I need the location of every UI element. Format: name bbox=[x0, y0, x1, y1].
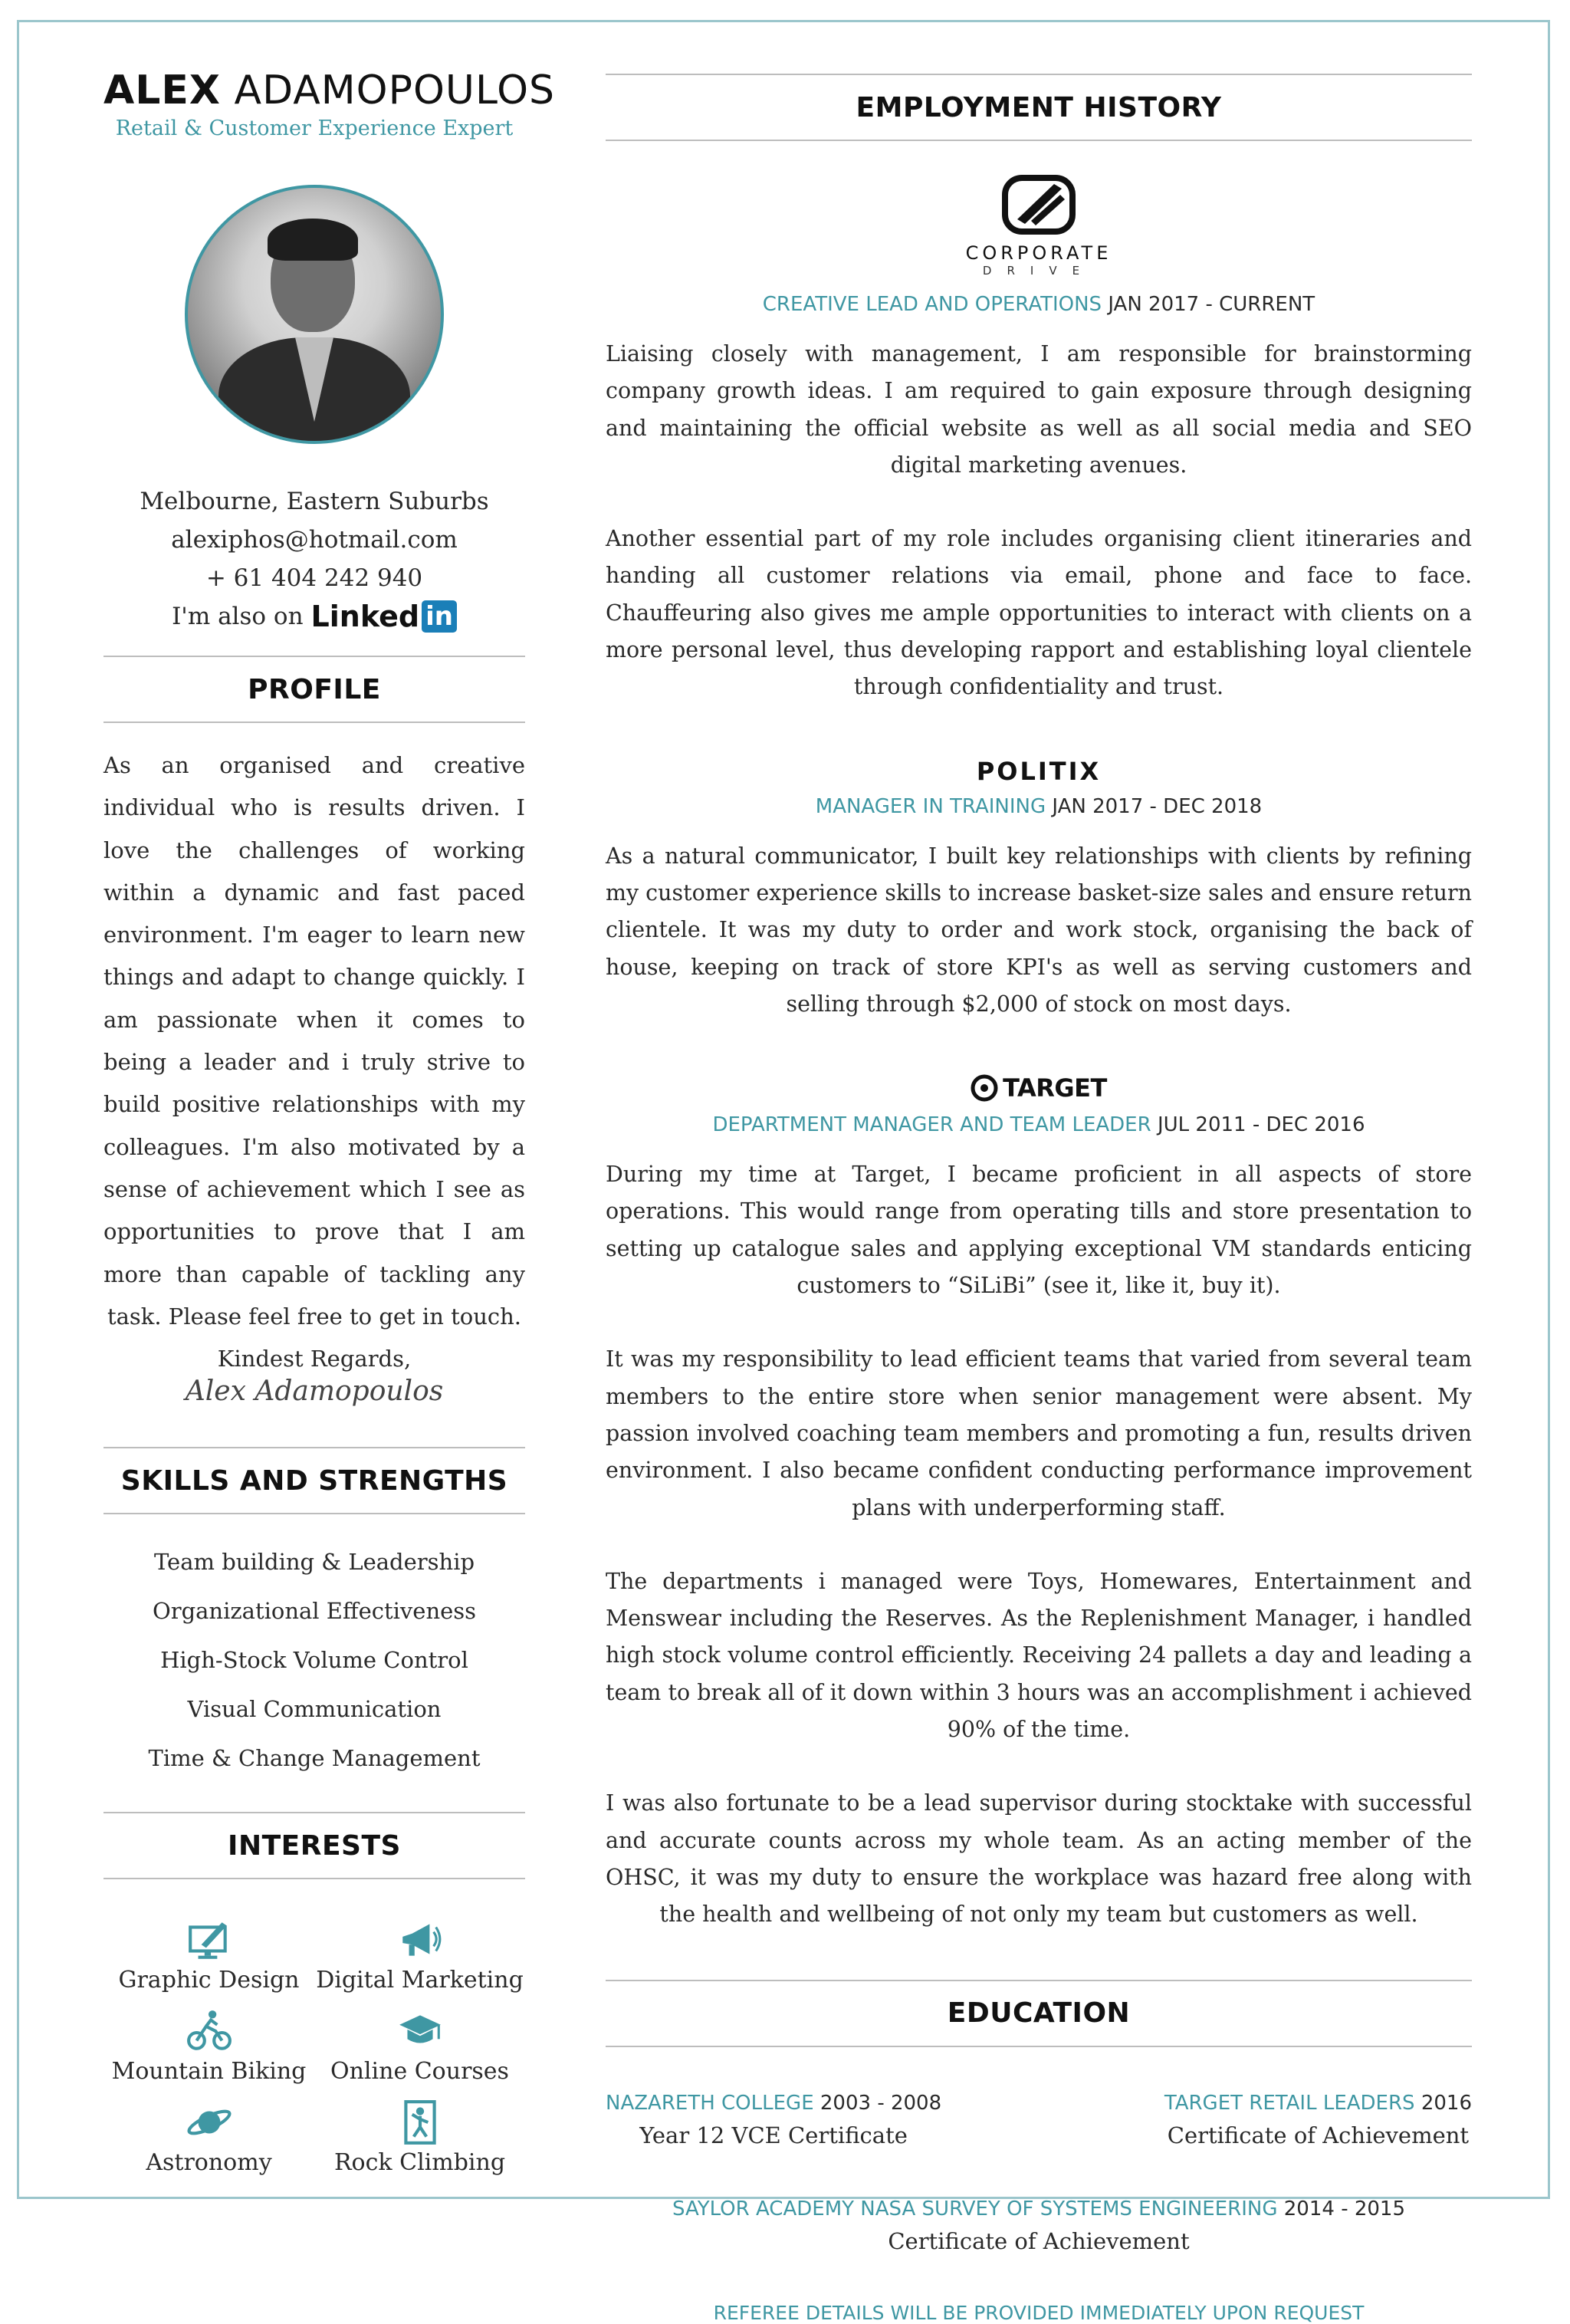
skills-heading: SKILLS AND STRENGTHS bbox=[103, 1447, 525, 1514]
graduation-cap-icon bbox=[396, 2007, 444, 2055]
candidate-name bbox=[103, 67, 555, 113]
skill-item: Time & Change Management bbox=[148, 1745, 481, 1772]
linkedin-box: in bbox=[422, 600, 457, 633]
interest-rock-climbing: Rock Climbing bbox=[314, 2099, 525, 2176]
job-paragraph: I was also fortunate to be a lead supervisor during stocktake with successful and accurate counts across my whole team. As an acting member of the OHSC, it was my duty to ensure the workplace was hazard free along with the health and wellbeing of not only my team but customers as well. bbox=[606, 1790, 1472, 1928]
megaphone-icon bbox=[396, 1916, 444, 1964]
education-item: NAZARETH COLLEGE 2003 - 2008 Year 12 VCE Certificate bbox=[606, 2091, 942, 2148]
politix-logo: POLITIX bbox=[976, 756, 1102, 786]
job-paragraph: Another essential part of my role includes organising client itineraries and handing all customer relations via email, phone and face to face. Chauffeuring also gives me ample opportunities to interact with clients on a more personal level, thus developing rapport and establishing loyal clientele through confidentiality and trust. bbox=[606, 526, 1472, 700]
job-paragraph: It was my responsibility to lead efficient teams that varied from several team members to the entire store when senior management were absent. My passion involved coaching team members and promoting a fun, results driven environment. I also became confident conducting performance improvement plans with underperforming staff. bbox=[606, 1346, 1472, 1520]
job-paragraph: As a natural communicator, I built key relationships with clients by refining my customer experience skills to increase basket-size sales and ensure return clientele. It was my duty to order and work stock, organising the back of house, keeping on track of store KPI's as well as serving customers and selling through $2,000 of stock on most days. bbox=[606, 843, 1472, 1017]
job-paragraph: The departments i managed were Toys, Homewares, Entertainment and Menswear including the Reserves. As the Replenishment Manager, i handled high stock volume control efficiently. Receiving 24 pallets a day and leading a team to break all of it down within 3 hours was an accomplishment i achieved 90% of the time. bbox=[606, 1568, 1472, 1743]
interest-graphic-design: Graphic Design bbox=[103, 1916, 314, 1994]
linkedin-icon[interactable] bbox=[311, 597, 457, 636]
job-role-line: MANAGER IN TRAINING JAN 2017 - DEC 2018 bbox=[815, 794, 1263, 818]
corporate-drive-emblem-icon bbox=[1000, 173, 1077, 236]
profile-heading: PROFILE bbox=[103, 656, 525, 723]
location: Melbourne, Eastern Suburbs bbox=[140, 488, 489, 515]
education-item: SAYLOR ACADEMY NASA SURVEY OF SYSTEMS ENGINEERING 2014 - 2015 Certificate of Achievement bbox=[672, 2197, 1406, 2254]
job-target bbox=[606, 1073, 1472, 1933]
job-corporate-drive bbox=[606, 173, 1472, 706]
profile-photo bbox=[185, 185, 444, 444]
phone: + 61 404 242 940 bbox=[205, 564, 423, 592]
interest-astronomy: Astronomy bbox=[103, 2099, 314, 2176]
target-logo: TARGET bbox=[606, 1073, 1472, 1103]
job-role-line: DEPARTMENT MANAGER AND TEAM LEADER JUL 2011 - DEC 2016 bbox=[712, 1113, 1365, 1137]
right-column bbox=[606, 74, 1472, 2324]
cyclist-icon bbox=[186, 2007, 233, 2055]
skill-item: High-Stock Volume Control bbox=[160, 1647, 468, 1674]
education-row bbox=[606, 2087, 1472, 2151]
education-heading: EDUCATION bbox=[606, 1980, 1472, 2047]
job-role-line: CREATIVE LEAD AND OPERATIONS JAN 2017 - CURRENT bbox=[762, 293, 1315, 316]
interests-grid bbox=[103, 1916, 525, 2176]
linkedin-row bbox=[103, 597, 525, 636]
interests-heading: INTERESTS bbox=[103, 1812, 525, 1879]
first-name: ALEX bbox=[103, 67, 221, 113]
job-politix bbox=[606, 757, 1472, 1023]
tagline: Retail & Customer Experience Expert bbox=[115, 117, 514, 140]
planet-icon bbox=[186, 2099, 233, 2146]
education-item: TARGET RETAIL LEADERS 2016 Certificate of Achievement bbox=[1164, 2091, 1472, 2148]
last-name: ADAMOPOULOS bbox=[234, 67, 555, 113]
contact-block bbox=[103, 482, 525, 636]
skill-item: Organizational Effectiveness bbox=[152, 1598, 477, 1625]
interest-digital-marketing: Digital Marketing bbox=[314, 1916, 525, 1994]
monitor-pen-icon bbox=[186, 1916, 233, 1964]
job-paragraph: Liaising closely with management, I am responsible for brainstorming company growth ideas. I am required to gain exposure through designing and maintaining the official website as well as all social media and SEO digital marketing avenues. bbox=[606, 341, 1472, 478]
profile-text: As an organised and creative individual who is results driven. I love the challenges of working within a dynamic and fast paced environment. I'm eager to learn new things and adapt to change quickly. I am passionate when it comes to being a leader and i truly strive to build positive relationships with my colleagues. I'm also motivated by a sense of achievement which I see as opportunities to prove that I am more than capable of tackling any task. Please feel free to get in touch. bbox=[103, 752, 525, 1330]
linkedin-word: Linked bbox=[310, 600, 420, 633]
skills-list bbox=[103, 1537, 525, 1783]
signature: Alex Adamopoulos bbox=[185, 1376, 444, 1408]
job-paragraph: During my time at Target, I became proficient in all aspects of store operations. This would range from operating tills and store presentation to setting up catalogue sales and applying exceptional VM standards enticing customers to “SiLiBi” (see it, like it, buy it). bbox=[606, 1162, 1472, 1299]
left-column bbox=[103, 61, 555, 2177]
linkedin-prefix: I'm also on bbox=[172, 603, 304, 630]
corporate-drive-logo: CORPORATE DRIVE bbox=[606, 173, 1472, 278]
skill-item: Visual Communication bbox=[187, 1696, 442, 1723]
regards: Kindest Regards, bbox=[217, 1346, 412, 1372]
interest-online-courses: Online Courses bbox=[314, 2007, 525, 2085]
interest-mountain-biking: Mountain Biking bbox=[103, 2007, 314, 2085]
skill-item: Team building & Leadership bbox=[153, 1549, 475, 1576]
climber-icon bbox=[396, 2099, 444, 2146]
target-bullseye-icon bbox=[971, 1074, 998, 1102]
referee-note: REFEREE DETAILS WILL BE PROVIDED IMMEDIATELY UPON REQUEST bbox=[713, 2301, 1365, 2324]
email-link[interactable]: alexiphos@hotmail.com bbox=[171, 526, 458, 554]
employment-heading: EMPLOYMENT HISTORY bbox=[606, 74, 1472, 141]
